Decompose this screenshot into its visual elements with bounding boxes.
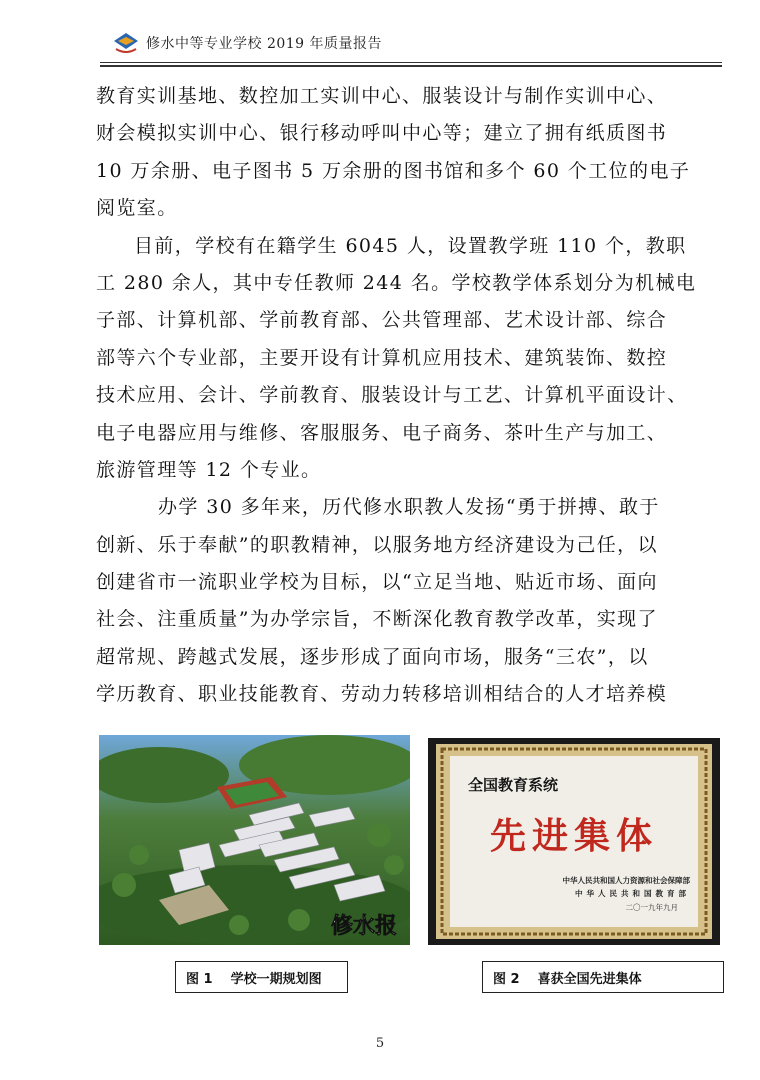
text-line: 子部、计算机部、学前教育部、公共管理部、艺术设计部、综合 [96, 309, 668, 332]
figure-1-caption [175, 961, 348, 993]
text-line: 创建省市一流职业学校为目标，以“立足当地、贴近市场、面向 [96, 571, 658, 594]
text-line: 社会、注重质量”为办学宗旨，不断深化教育教学改革，实现了 [96, 608, 658, 631]
text-line: 技术应用、会计、学前教育、服装设计与工艺、计算机平面设计、 [96, 384, 688, 407]
plaque-date: 二〇一九年九月 [625, 903, 678, 912]
text-line: 学历教育、职业技能教育、劳动力转移培训相结合的人才培养模 [96, 683, 668, 706]
text-line: 教育实训基地、数控加工实训中心、服装设计与制作实训中心、 [96, 85, 668, 107]
plaque-header: 全国教育系统 [468, 776, 559, 794]
image-watermark: 修水报 [331, 913, 398, 939]
plaque-issuer-2: 中华人民共和国教育部 [575, 889, 690, 898]
text-line: 目前，学校有在籍学生 6045 人，设置教学班 110 个，教职 [134, 234, 687, 257]
header-rule [100, 62, 722, 63]
school-logo-icon [112, 31, 140, 55]
plaque-title: 先进集体 [489, 815, 659, 857]
text-line: 电子电器应用与维修、客服服务、电子商务、茶叶生产与加工、 [96, 421, 668, 444]
page-number: 5 [375, 1036, 385, 1051]
text-line: 工 280 余人，其中专任教师 244 名。学校教学体系划分为机械电 [96, 271, 697, 294]
body-text [96, 78, 714, 714]
text-line: 旅游管理等 12 个专业。 [96, 458, 322, 481]
award-plaque-image [428, 738, 720, 945]
plaque-issuer-1: 中华人民共和国人力资源和社会保障部 [562, 876, 690, 885]
campus-plan-image [99, 735, 410, 945]
caption-number: 图 2 [493, 971, 520, 987]
text-line: 部等六个专业部，主要开设有计算机应用技术、建筑装饰、数控 [96, 346, 668, 369]
text-line: 10 万余册、电子图书 5 万余册的图书馆和多个 60 个工位的电子 [96, 159, 691, 182]
header-title: 修水中等专业学校 2019 年质量报告 [146, 36, 383, 52]
page-header [112, 28, 382, 58]
text-line: 创新、乐于奉献”的职教精神，以服务地方经济建设为己任，以 [96, 533, 658, 556]
caption-number: 图 1 [186, 971, 213, 987]
text-line: 超常规、跨越式发展，逐步形成了面向市场，服务“三农”，以 [96, 645, 649, 668]
text-line: 财会模拟实训中心、银行移动呼叫中心等；建立了拥有纸质图书 [96, 122, 668, 145]
caption-text: 喜获全国先进集体 [537, 971, 642, 987]
header-rule-thick [100, 65, 722, 67]
caption-text: 学校一期规划图 [230, 971, 322, 987]
text-line: 办学 30 多年来，历代修水职教人发扬“勇于拼搏、敢于 [158, 496, 660, 519]
figure-2-caption [482, 961, 724, 993]
text-line: 阅览室。 [96, 197, 178, 220]
